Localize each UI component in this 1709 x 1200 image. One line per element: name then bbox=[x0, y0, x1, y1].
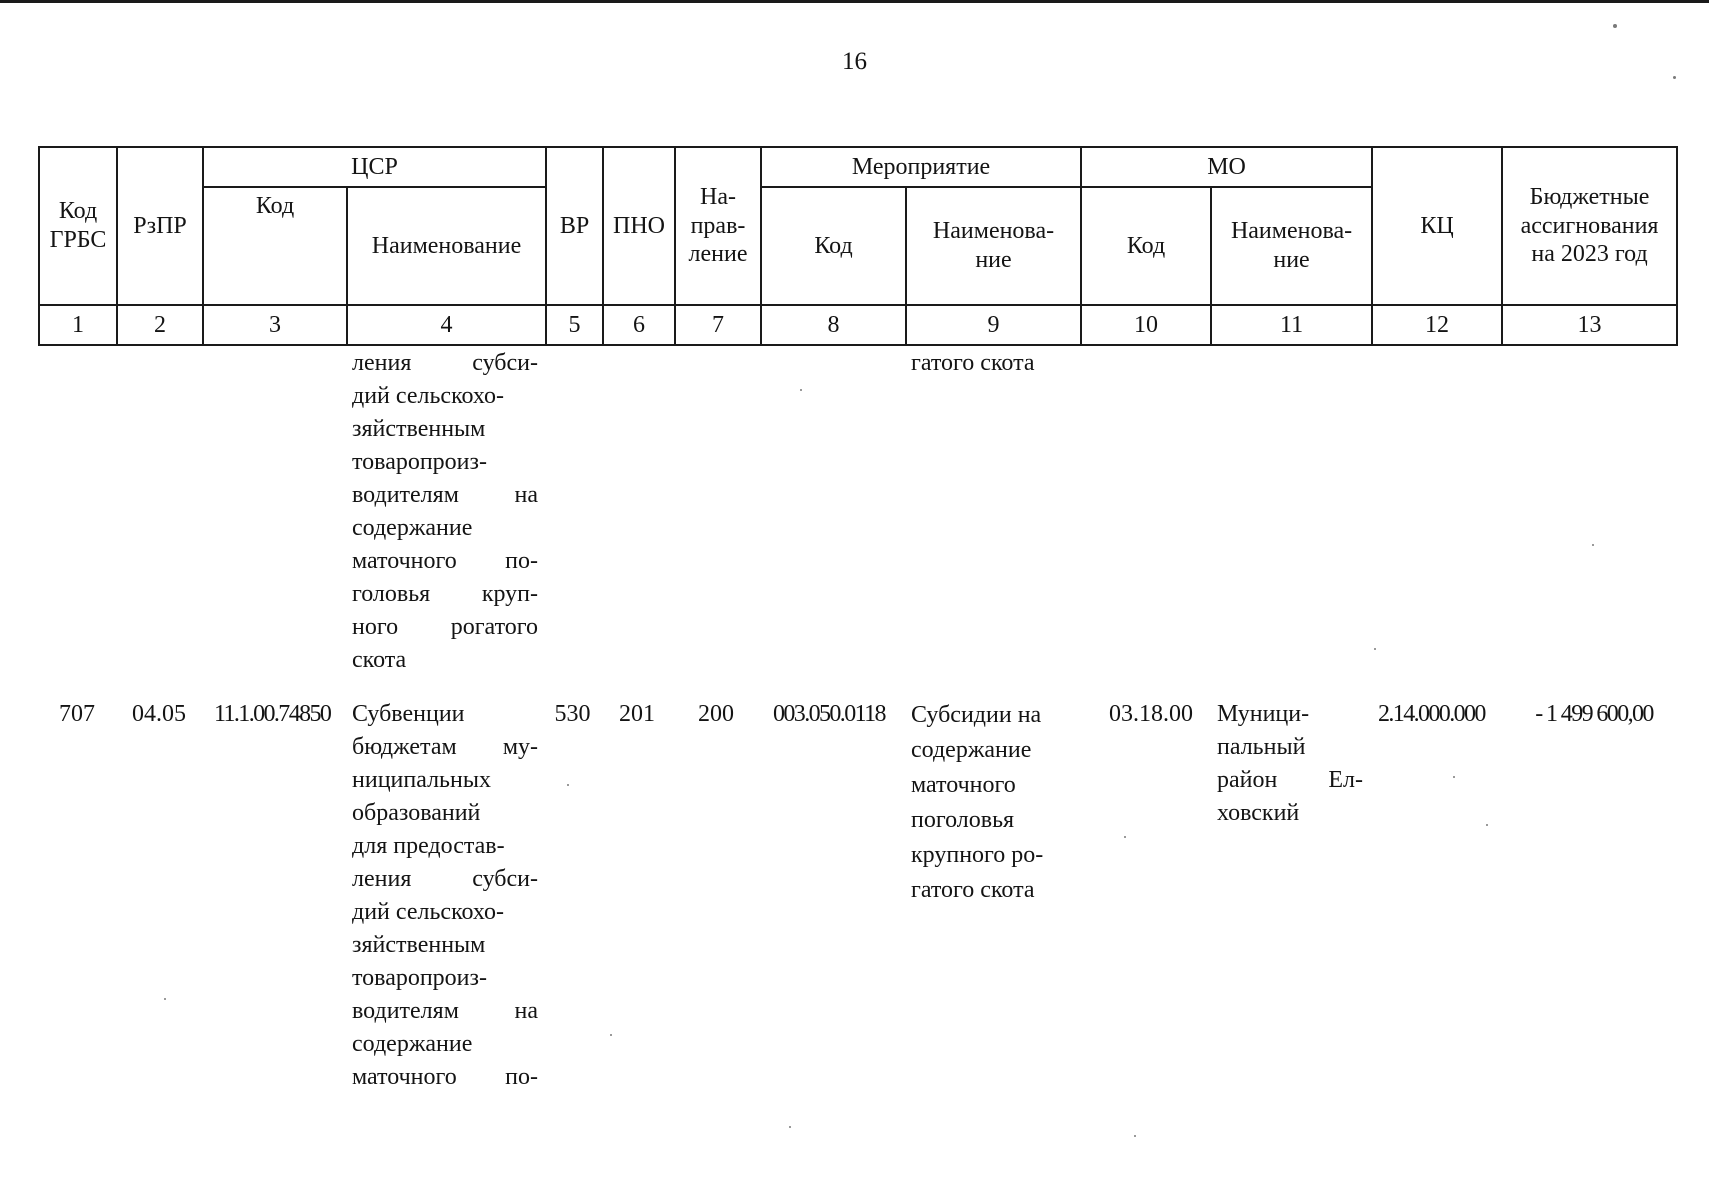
header-direction bbox=[675, 147, 761, 305]
scan-speck bbox=[789, 1126, 791, 1128]
row-direction: 200 bbox=[698, 701, 734, 727]
text-line: содержание bbox=[352, 1031, 473, 1057]
header-vr: ВР bbox=[546, 147, 603, 305]
header-event-name-line: ние bbox=[975, 247, 1012, 273]
text-line: образований bbox=[352, 800, 481, 826]
row-rzpr: 04.05 bbox=[132, 701, 186, 727]
scan-speck bbox=[1124, 836, 1126, 838]
text-line: для предостав- bbox=[352, 833, 505, 859]
scan-speck bbox=[1486, 824, 1488, 826]
scan-speck bbox=[1453, 776, 1455, 778]
text-line: район Ел- bbox=[1217, 767, 1363, 793]
text-line: содержание bbox=[911, 737, 1032, 763]
continuation-event-name bbox=[911, 347, 1081, 380]
row-event-name bbox=[911, 698, 1079, 908]
scan-speck bbox=[610, 1034, 612, 1036]
text-line: Субвенции bbox=[352, 701, 465, 727]
text-line: крупного ро- bbox=[911, 842, 1044, 868]
header-csr-code: Код bbox=[203, 187, 347, 305]
text-line: поголовья bbox=[911, 807, 1015, 833]
scan-speck bbox=[1134, 1135, 1136, 1137]
budget-header-table bbox=[38, 146, 1678, 346]
text-line: маточного по- bbox=[352, 1064, 538, 1090]
text-line: водителям на bbox=[352, 482, 538, 508]
text-line: товаропроиз- bbox=[352, 965, 487, 991]
text-line: зяйственным bbox=[352, 932, 486, 958]
scan-speck bbox=[1374, 648, 1376, 650]
header-number: 6 bbox=[603, 305, 675, 345]
page-number: 16 bbox=[842, 48, 867, 75]
header-number: 7 bbox=[675, 305, 761, 345]
scan-speck bbox=[800, 389, 802, 391]
row-grbs: 707 bbox=[59, 701, 95, 727]
header-event-name-line: Наименова- bbox=[932, 218, 1055, 245]
top-rule bbox=[0, 0, 1709, 3]
header-number: 4 bbox=[347, 305, 546, 345]
header-number: 11 bbox=[1211, 305, 1372, 345]
scan-speck bbox=[567, 784, 569, 786]
row-event-code: 003.050.0118 bbox=[773, 701, 885, 727]
header-mo-name-line: ние bbox=[1273, 247, 1310, 273]
header-number: 12 bbox=[1372, 305, 1502, 345]
text-line: гатого скота bbox=[911, 877, 1035, 903]
text-line: дий сельскохо- bbox=[352, 383, 504, 409]
text-line: дий сельскохо- bbox=[352, 899, 504, 925]
row-csr-code: 11.1.00.74850 bbox=[214, 701, 331, 727]
header-group-event: Мероприятие bbox=[761, 147, 1081, 187]
text-line: содержание bbox=[352, 515, 473, 541]
row-pno: 201 bbox=[619, 701, 655, 727]
header-number: 1 bbox=[39, 305, 117, 345]
header-direction-line: ление bbox=[688, 241, 748, 268]
header-event-name bbox=[906, 187, 1081, 305]
header-number: 2 bbox=[117, 305, 203, 345]
scan-speck bbox=[164, 998, 166, 1000]
row-mo-code: 03.18.00 bbox=[1109, 701, 1193, 727]
text-line: головья круп- bbox=[352, 581, 538, 607]
header-group-mo: МО bbox=[1081, 147, 1372, 187]
text-line: гатого скота bbox=[911, 350, 1035, 376]
text-line: скота bbox=[352, 647, 407, 673]
header-direction-line: На- bbox=[700, 183, 736, 210]
text-line: Муници- bbox=[1217, 701, 1310, 727]
row-kc: 2.14.000.000 bbox=[1378, 701, 1485, 727]
header-event-code: Код bbox=[761, 187, 906, 305]
text-line: ления субси- bbox=[352, 866, 538, 892]
header-budget bbox=[1502, 147, 1677, 305]
text-line: зяйственным bbox=[352, 416, 486, 442]
header-number: 10 bbox=[1081, 305, 1211, 345]
text-line: ного рогатого bbox=[352, 614, 538, 640]
text-line: водителям на bbox=[352, 998, 538, 1024]
header-mo-name-line: Наименова- bbox=[1230, 218, 1353, 245]
text-line: Субсидии на bbox=[911, 702, 1042, 728]
header-grbs: Код ГРБС bbox=[39, 147, 117, 305]
header-budget-line: на 2023 год bbox=[1531, 241, 1648, 268]
row-vr: 530 bbox=[554, 701, 591, 727]
header-csr-name: Наименование bbox=[347, 187, 546, 305]
text-line: ления субси- bbox=[352, 350, 538, 376]
row-amount: - 1 499 600,00 bbox=[1535, 701, 1653, 727]
header-budget-line: ассигнования bbox=[1520, 212, 1659, 239]
text-line: маточного по- bbox=[352, 548, 538, 574]
scan-speck bbox=[1592, 544, 1594, 546]
row-csr-name bbox=[352, 698, 538, 1094]
text-line: ниципальных bbox=[352, 767, 491, 793]
header-direction-line: прав- bbox=[690, 212, 746, 239]
scan-speck bbox=[1613, 24, 1617, 28]
header-pno: ПНО bbox=[603, 147, 675, 305]
header-number: 5 bbox=[546, 305, 603, 345]
row-mo-name bbox=[1217, 698, 1363, 830]
scan-speck bbox=[1673, 76, 1676, 79]
header-mo-code: Код bbox=[1081, 187, 1211, 305]
header-number: 8 bbox=[761, 305, 906, 345]
header-kc: КЦ bbox=[1372, 147, 1502, 305]
header-rzpr: РзПР bbox=[117, 147, 203, 305]
header-group-csr: ЦСР bbox=[203, 147, 546, 187]
header-number: 3 bbox=[203, 305, 347, 345]
header-budget-line: Бюджетные bbox=[1529, 183, 1650, 210]
text-line: ховский bbox=[1217, 800, 1300, 826]
continuation-csr-name bbox=[352, 347, 538, 677]
header-mo-name bbox=[1211, 187, 1372, 305]
header-number: 9 bbox=[906, 305, 1081, 345]
text-line: пальный bbox=[1217, 734, 1306, 760]
text-line: маточного bbox=[911, 772, 1016, 798]
header-number: 13 bbox=[1502, 305, 1677, 345]
text-line: бюджетам му- bbox=[352, 734, 538, 760]
text-line: товаропроиз- bbox=[352, 449, 487, 475]
